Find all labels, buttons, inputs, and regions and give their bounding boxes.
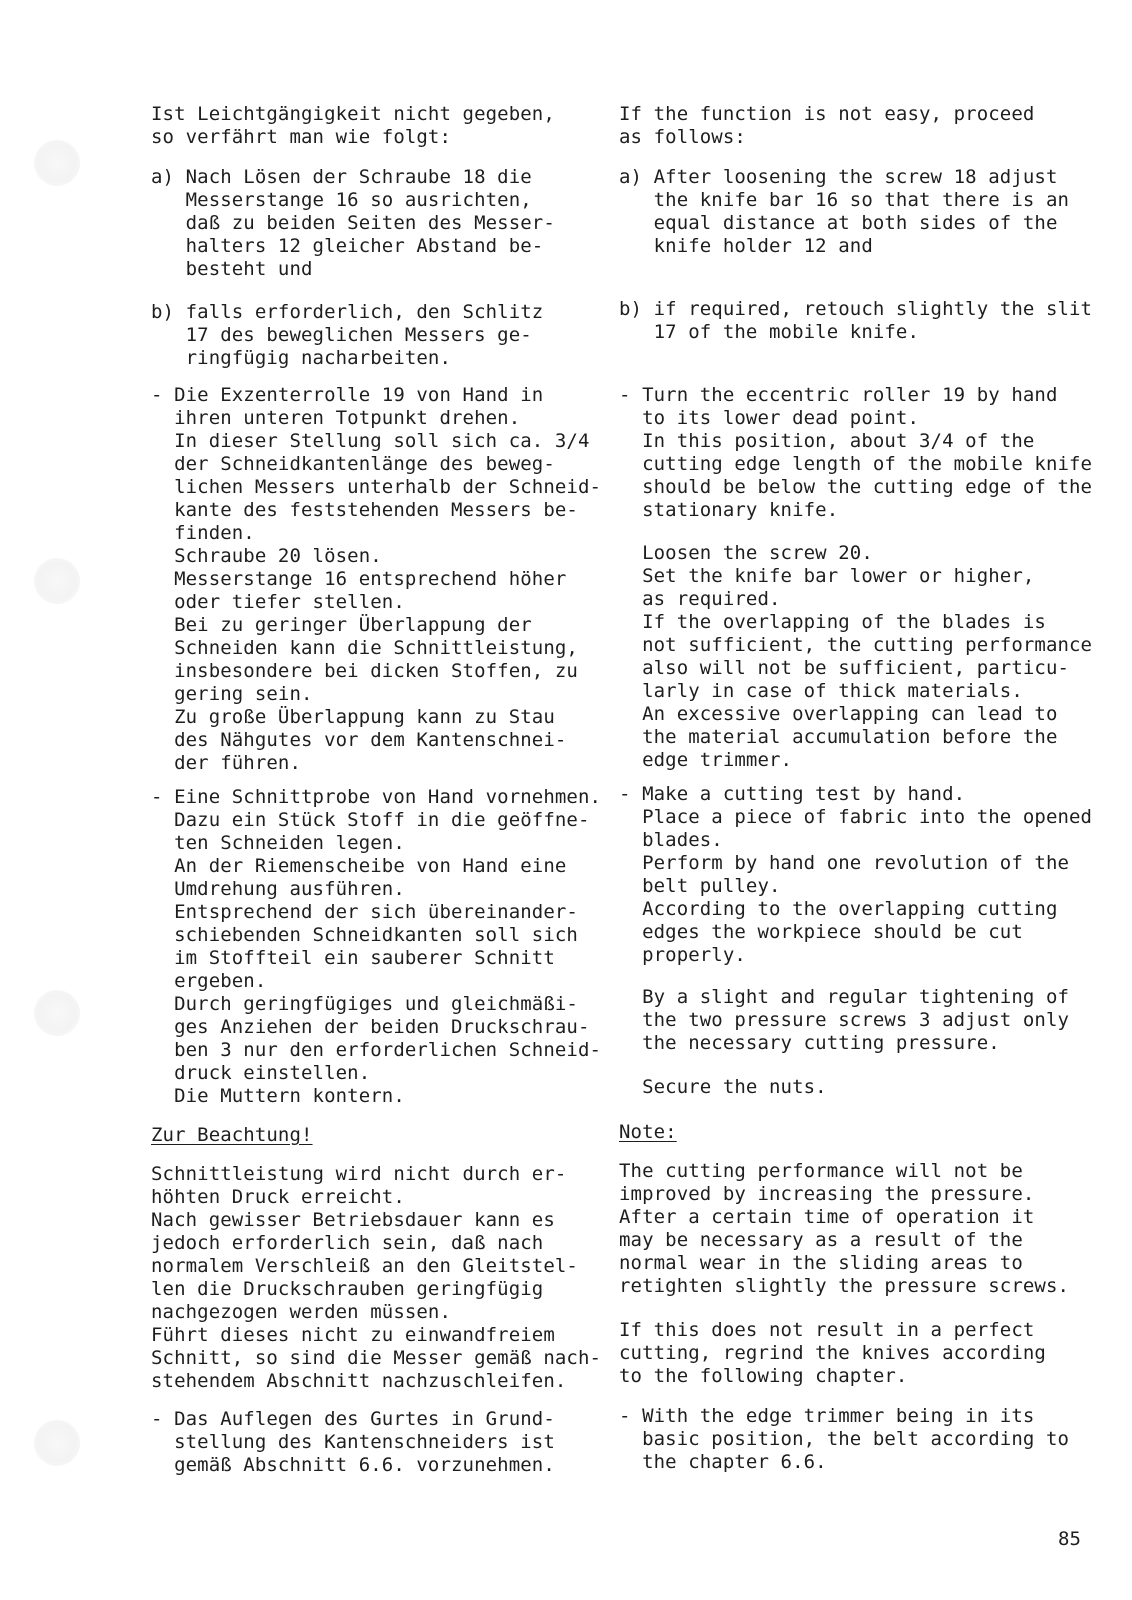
text-line: In dieser Stellung soll sich ca. 3/4 — [151, 430, 590, 452]
text-line: larly in case of thick materials. — [619, 680, 1023, 702]
text-line: daß zu beiden Seiten des Messer- — [151, 212, 555, 234]
text-line: also will not be sufficient, particu- — [619, 657, 1070, 679]
text-line: stehendem Abschnitt nachzuschleifen. — [151, 1370, 567, 1392]
text-line: schiebenden Schneidkanten soll sich — [151, 924, 578, 946]
text-line: insbesondere bei dicken Stoffen, zu — [151, 660, 578, 682]
text-line: ergeben. — [151, 970, 267, 992]
text-line: to its lower dead point. — [619, 407, 920, 429]
german-item-belt — [151, 1408, 555, 1477]
page-number: 85 — [1058, 1528, 1081, 1550]
text-line: the two pressure screws 3 adjust only — [619, 1009, 1070, 1031]
text-line: - Turn the eccentric roller 19 by hand — [619, 384, 1058, 406]
text-line: ten Schneiden legen. — [151, 832, 405, 854]
text-line: Schraube 20 lösen. — [151, 545, 382, 567]
german-item-test — [151, 786, 601, 1108]
text-line: Führt dieses nicht zu einwandfreiem — [151, 1324, 555, 1346]
text-line: b) falls erforderlich, den Schlitz — [151, 301, 544, 323]
text-line: - With the edge trimmer being in its — [619, 1405, 1035, 1427]
english-step-a — [619, 166, 1069, 258]
text-line: lichen Messers unterhalb der Schneid- — [151, 476, 602, 498]
text-line: According to the overlapping cutting — [619, 898, 1058, 920]
text-line: An der Riemenscheibe von Hand eine — [151, 855, 567, 877]
text-line: höhten Druck erreicht. — [151, 1186, 405, 1208]
punch-hole — [34, 558, 80, 604]
text-line: - Das Auflegen des Gurtes in Grund- — [151, 1408, 555, 1430]
text-line: 17 of the mobile knife. — [619, 321, 920, 343]
text-line: im Stoffteil ein sauberer Schnitt — [151, 947, 555, 969]
text-line: Bei zu geringer Überlappung der — [151, 614, 532, 636]
text-line: not sufficient, the cutting performance — [619, 634, 1093, 656]
text-line: - Make a cutting test by hand. — [619, 783, 966, 805]
text-line: edges the workpiece should be cut — [619, 921, 1023, 943]
english-step-b — [619, 298, 1092, 344]
text-line: normal wear in the sliding areas to — [619, 1252, 1023, 1274]
text-line: Entsprechend der sich übereinander- — [151, 901, 578, 923]
text-line: basic position, the belt according to — [619, 1428, 1070, 1450]
english-note-body — [619, 1160, 1069, 1298]
text-line: By a slight and regular tightening of — [619, 986, 1070, 1008]
text-line: len die Druckschrauben geringfügig — [151, 1278, 544, 1300]
text-line: kante des feststehenden Messers be- — [151, 499, 578, 521]
text-line: may be necessary as a result of the — [619, 1229, 1023, 1251]
text-line: b) if required, retouch slightly the slit — [619, 298, 1093, 320]
text-line: knife holder 12 and — [619, 235, 873, 257]
text-line: normalem Verschleiß an den Gleitstel- — [151, 1255, 578, 1277]
german-step-b — [151, 301, 543, 370]
text-line: finden. — [151, 522, 255, 544]
text-line: stationary knife. — [619, 499, 839, 521]
text-line: gemäß Abschnitt 6.6. vorzunehmen. — [151, 1454, 555, 1476]
english-item-test — [619, 783, 1092, 967]
text-line: Secure the nuts. — [619, 1076, 827, 1098]
english-item-roller-continued — [619, 542, 1092, 772]
text-line: Messerstange 16 entsprechend höher — [151, 568, 567, 590]
english-item-belt — [619, 1405, 1069, 1474]
text-line: Perform by hand one revolution of the — [619, 852, 1070, 874]
text-line: Messerstange 16 so ausrichten, — [151, 189, 532, 211]
text-line: stellung des Kantenschneiders ist — [151, 1431, 555, 1453]
text-line: Schneiden kann die Schnittleistung, — [151, 637, 578, 659]
text-line: In this position, about 3/4 of the — [619, 430, 1035, 452]
text-line: Schnitt, so sind die Messer gemäß nach- — [151, 1347, 602, 1369]
text-line: Nach gewisser Betriebsdauer kann es — [151, 1209, 555, 1231]
text-line: - Die Exzenterrolle 19 von Hand in — [151, 384, 544, 406]
english-item-roller — [619, 384, 1092, 522]
text-line: ihren unteren Totpunkt drehen. — [151, 407, 521, 429]
punch-hole — [34, 1420, 80, 1466]
text-line: a) Nach Lösen der Schraube 18 die — [151, 166, 532, 188]
text-line: Loosen the screw 20. — [619, 542, 873, 564]
text-line: des Nähgutes vor dem Kantenschnei- — [151, 729, 567, 751]
text-line: cutting, regrind the knives according — [619, 1342, 1046, 1364]
text-line: edge trimmer. — [619, 749, 793, 771]
text-line: properly. — [619, 944, 746, 966]
text-line: the material accumulation before the — [619, 726, 1058, 748]
text-line: ben 3 nur den erforderlichen Schneid- — [151, 1039, 602, 1061]
text-line: Umdrehung ausführen. — [151, 878, 405, 900]
text-line: If the overlapping of the blades is — [619, 611, 1046, 633]
text-line: cutting edge length of the mobile knife — [619, 453, 1093, 475]
text-line: 17 des beweglichen Messers ge- — [151, 324, 532, 346]
text-line: der Schneidkantenlänge des beweg- — [151, 453, 555, 475]
english-note-heading: Note: — [619, 1121, 677, 1143]
text-line: the necessary cutting pressure. — [619, 1032, 1000, 1054]
text-line: equal distance at both sides of the — [619, 212, 1058, 234]
text-line: retighten slightly the pressure screws. — [619, 1275, 1070, 1297]
text-line: the knife bar 16 so that there is an — [619, 189, 1070, 211]
text-line: belt pulley. — [619, 875, 781, 897]
german-intro — [151, 103, 555, 149]
text-line: If the function is not easy, proceed — [619, 103, 1035, 125]
text-line: der führen. — [151, 752, 302, 774]
text-line: the chapter 6.6. — [619, 1451, 827, 1473]
punch-hole — [34, 140, 80, 186]
text-line: to the following chapter. — [619, 1365, 908, 1387]
text-line: Zu große Überlappung kann zu Stau — [151, 706, 555, 728]
text-line: as required. — [619, 588, 781, 610]
text-line: Place a piece of fabric into the opened — [619, 806, 1093, 828]
text-line: Dazu ein Stück Stoff in die geöffne- — [151, 809, 590, 831]
text-line: Durch geringfügiges und gleichmäßi- — [151, 993, 578, 1015]
text-line: ringfügig nacharbeiten. — [151, 347, 452, 369]
text-line: Set the knife bar lower or higher, — [619, 565, 1035, 587]
text-line: - Eine Schnittprobe von Hand vornehmen. — [151, 786, 602, 808]
text-line: jedoch erforderlich sein, daß nach — [151, 1232, 544, 1254]
german-item-roller — [151, 384, 601, 775]
text-line: as follows: — [619, 126, 746, 148]
text-line: After a certain time of operation it — [619, 1206, 1035, 1228]
text-line: should be below the cutting edge of the — [619, 476, 1093, 498]
text-line: ges Anziehen der beiden Druckschrau- — [151, 1016, 590, 1038]
english-intro — [619, 103, 1034, 149]
english-note-body-continued — [619, 1319, 1046, 1388]
text-line: improved by increasing the pressure. — [619, 1183, 1035, 1205]
text-line: besteht und — [151, 258, 313, 280]
text-line: halters 12 gleicher Abstand be- — [151, 235, 544, 257]
german-note-body — [151, 1163, 601, 1393]
english-item-test-secure — [619, 1076, 827, 1099]
text-line: nachgezogen werden müssen. — [151, 1301, 452, 1323]
punch-hole — [34, 990, 80, 1036]
text-line: druck einstellen. — [151, 1062, 371, 1084]
text-line: blades. — [619, 829, 723, 851]
english-item-test-continued — [619, 986, 1069, 1055]
german-note-heading: Zur Beachtung! — [151, 1124, 313, 1146]
text-line: Ist Leichtgängigkeit nicht gegeben, — [151, 103, 555, 125]
text-line: If this does not result in a perfect — [619, 1319, 1035, 1341]
text-line: gering sein. — [151, 683, 313, 705]
text-line: Die Muttern kontern. — [151, 1085, 405, 1107]
text-line: oder tiefer stellen. — [151, 591, 405, 613]
german-step-a — [151, 166, 555, 281]
text-line: so verfährt man wie folgt: — [151, 126, 452, 148]
text-line: An excessive overlapping can lead to — [619, 703, 1058, 725]
text-line: Schnittleistung wird nicht durch er- — [151, 1163, 567, 1185]
text-line: a) After loosening the screw 18 adjust — [619, 166, 1058, 188]
text-line: The cutting performance will not be — [619, 1160, 1023, 1182]
